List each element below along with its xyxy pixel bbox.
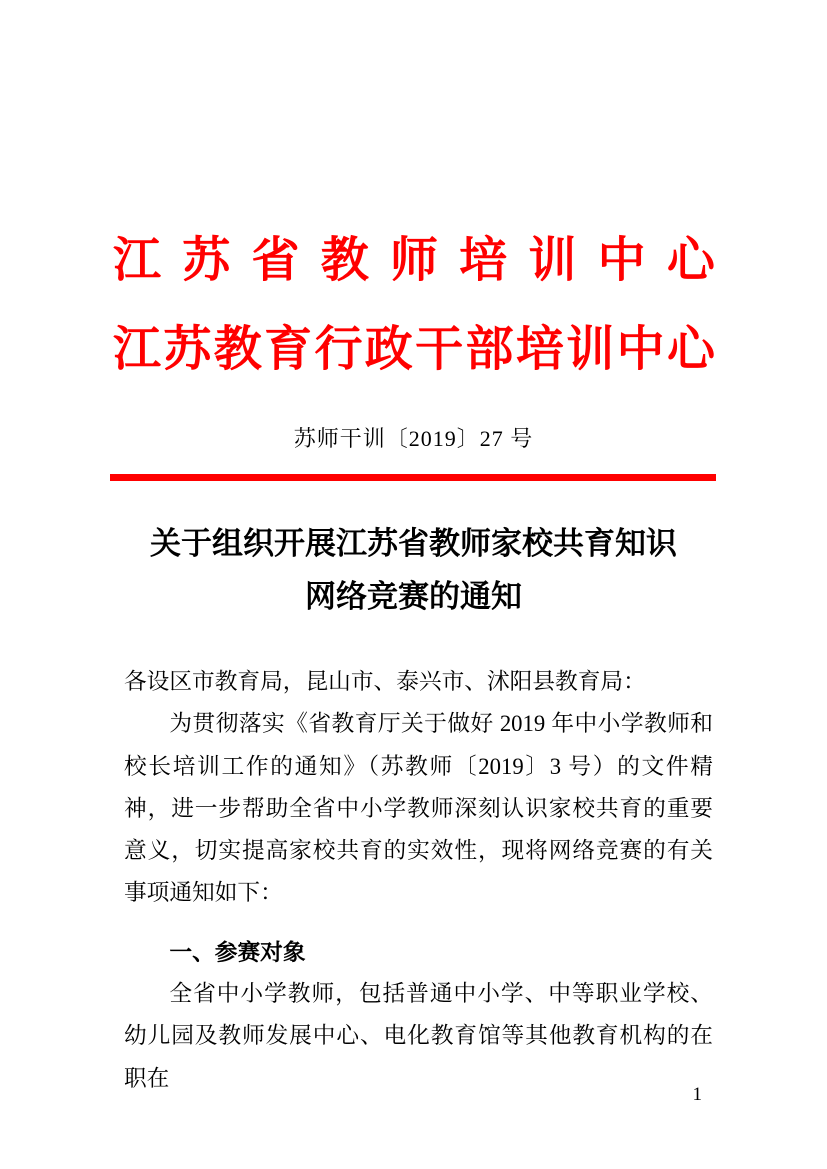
org-title-char: 训 (528, 234, 577, 287)
org-title-char: 教 (213, 323, 262, 376)
org-title-char: 中 (597, 234, 646, 287)
org-title-line-1 (113, 211, 715, 300)
org-title-char: 干 (415, 323, 464, 376)
org-title-char: 部 (465, 323, 514, 376)
red-divider-line (110, 474, 716, 481)
notice-title (0, 517, 827, 623)
notice-title-line-1: 关于组织开展江苏省教师家校共育知识 (150, 526, 677, 561)
org-title-char: 中 (616, 323, 665, 376)
org-title-char: 教 (320, 234, 369, 287)
letterhead (113, 211, 715, 389)
section-1-heading: 一、参赛对象 (169, 938, 306, 965)
org-title-char: 政 (364, 323, 413, 376)
page-number: 1 (692, 1084, 702, 1105)
salutation: 各设区市教育局，昆山市、泰兴市、沭阳县教育局： (124, 669, 646, 694)
org-title-char: 培 (459, 234, 508, 287)
document-body (124, 661, 713, 1100)
org-title-char: 师 (389, 234, 438, 287)
org-title-char: 心 (666, 234, 715, 287)
org-title-char: 省 (251, 234, 300, 287)
org-title-char: 培 (515, 323, 564, 376)
org-title-char: 苏 (182, 234, 231, 287)
org-title-char: 心 (666, 323, 715, 376)
doc-number: 苏师干训〔2019〕27 号 (293, 426, 534, 451)
org-title-char: 苏 (163, 323, 212, 376)
notice-title-line-2: 网络竞赛的通知 (305, 579, 522, 614)
org-title-char: 训 (566, 323, 615, 376)
org-title-char: 江 (113, 323, 162, 376)
intro-paragraph: 为贯彻落实《省教育厅关于做好 2019 年中小学教师和校长培训工作的通知》（苏教师〔2019〕3 号）的文件精神，进一步帮助全省中小学教师深刻认识家校共育的重要意义，切实提高家校共育的实效性，现将网络竞赛的有关事项通知如下： (124, 711, 713, 906)
org-title-char: 江 (113, 234, 162, 287)
org-title-line-2 (113, 300, 715, 389)
org-title-char: 育 (264, 323, 313, 376)
section-1-paragraph: 全省中小学教师，包括普通中小学、中等职业学校、幼儿园及教师发展中心、电化教育馆等其他教育机构的在职在 (124, 981, 713, 1091)
org-title-char: 行 (314, 323, 363, 376)
